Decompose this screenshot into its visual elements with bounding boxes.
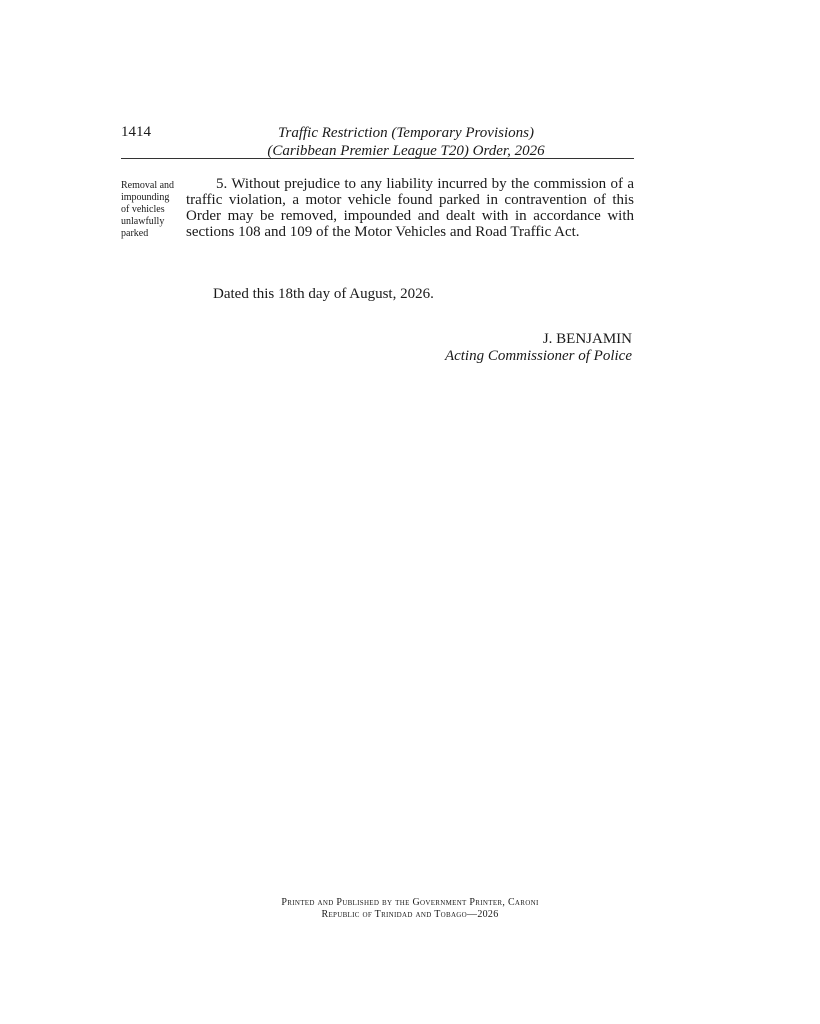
running-head-line-1: Traffic Restriction (Temporary Provisions) xyxy=(278,125,534,141)
section-5-text: 5. Without prejudice to any liability incurred by the commission of a traffic violation, a motor vehicle found parked in contravention of this Order may be removed, impounded and dealt with in accordance with sections 108 and 109 of the Motor Vehicles and Road Traffic Act. xyxy=(186,176,634,240)
marginal-note xyxy=(121,180,183,240)
running-head xyxy=(190,124,622,160)
dated-line: Dated this 18th day of August, 2026. xyxy=(213,286,434,302)
marginal-note-line: of vehicles xyxy=(121,204,165,215)
signatory-title: Acting Commissioner of Police xyxy=(444,348,632,364)
signature-block xyxy=(445,331,632,365)
printer-imprint xyxy=(0,897,820,921)
running-head-line-2: (Caribbean Premier League T20) Order, 2026 xyxy=(267,143,545,159)
marginal-note-line: Removal and xyxy=(121,180,175,191)
page-number: 1414 xyxy=(121,124,151,140)
marginal-note-line: impounding xyxy=(121,192,170,203)
header-rule xyxy=(121,158,634,159)
signatory-name: J. BENJAMIN xyxy=(542,331,632,347)
imprint-line-1: Printed and Published by the Government Printer, Caroni xyxy=(281,897,539,908)
marginal-note-line: unlawfully xyxy=(121,216,165,227)
imprint-line-2: Republic of Trinidad and Tobago—2026 xyxy=(321,909,499,920)
marginal-note-line: parked xyxy=(121,228,149,239)
